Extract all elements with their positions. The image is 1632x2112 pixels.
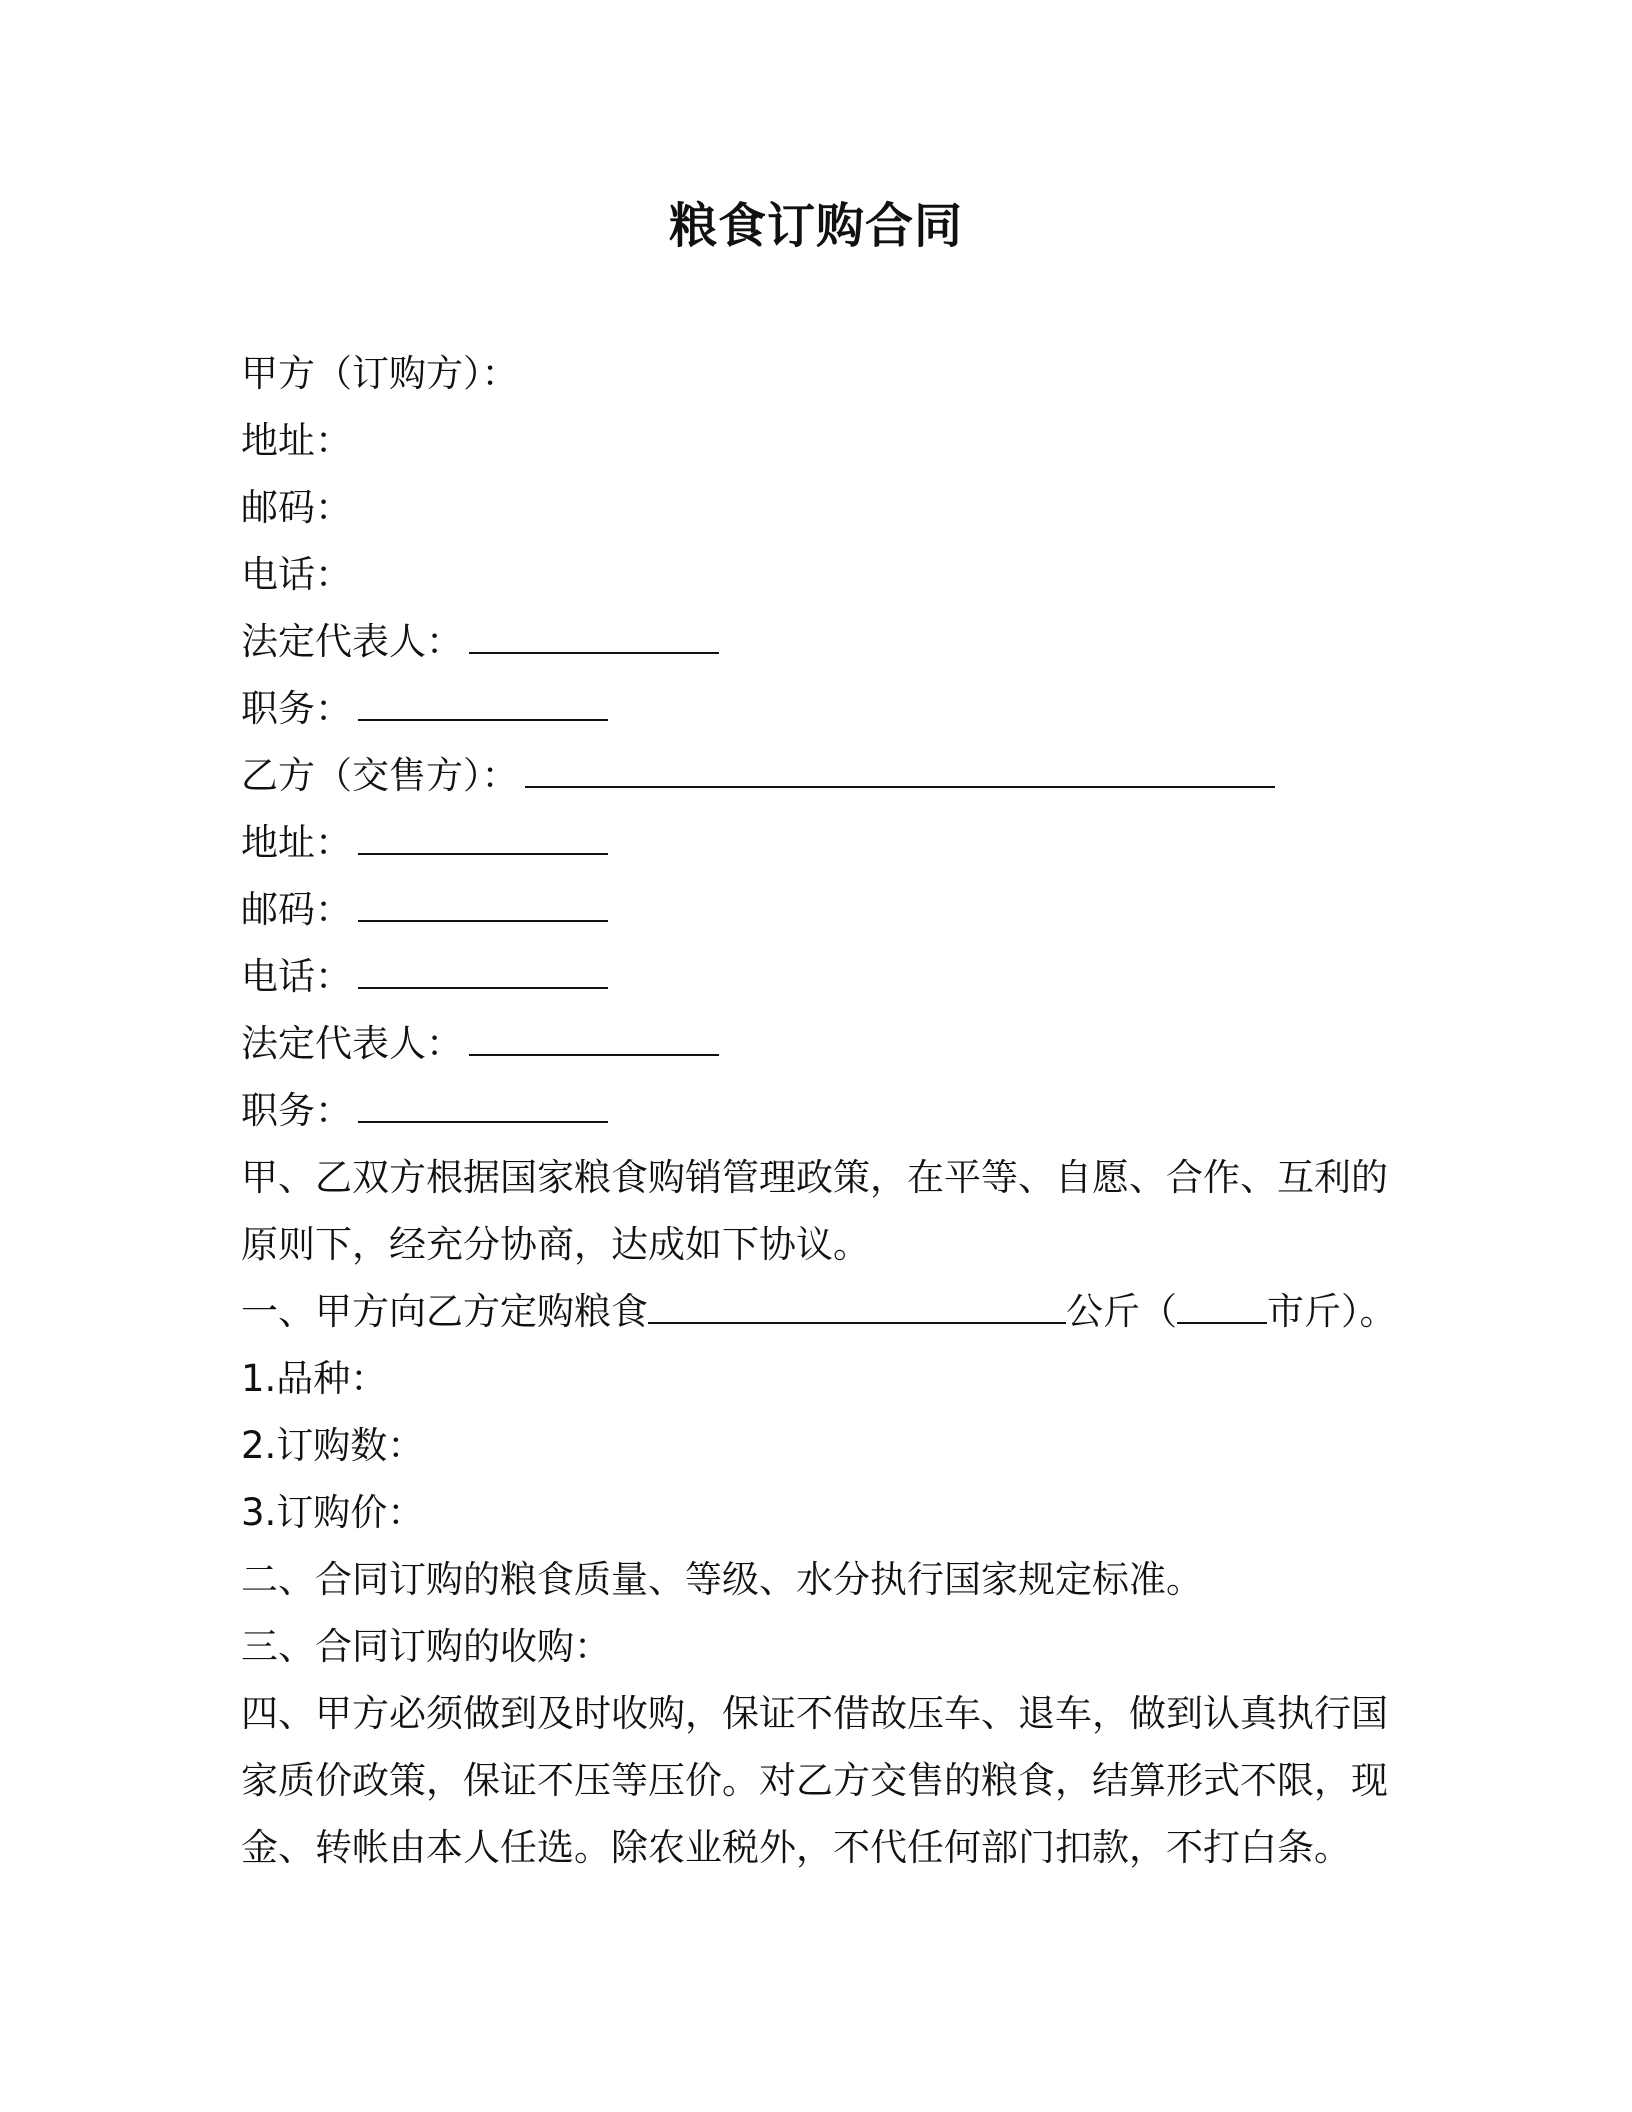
clause-2-line: 二、合同订购的粮食质量、等级、水分执行国家规定标准。 — [241, 1558, 1203, 1601]
party-a-address-label: 地址： — [241, 419, 352, 462]
party-a-name-label: 甲方（订购方）： — [241, 352, 519, 395]
grain-quantity-blank — [648, 1292, 1066, 1324]
clause-1-prefix: 一、甲方向乙方定购粮食 — [241, 1290, 648, 1333]
party-a-rep-label: 法定代表人： — [241, 620, 463, 663]
party-a-rep-line — [241, 608, 1411, 675]
party-b-name-label: 乙方（交售方）： — [241, 754, 519, 797]
document-body — [241, 340, 1411, 1881]
party-b-phone-blank — [358, 957, 608, 989]
item-variety-line: 1.品种： — [241, 1357, 388, 1400]
party-b-phone-label: 电话： — [241, 955, 352, 998]
party-b-address-blank — [358, 823, 608, 855]
clause-1-unit-kg: 公斤（ — [1066, 1290, 1177, 1333]
clause-4-paragraph: 四、甲方必须做到及时收购，保证不借故压车、退车，做到认真执行国家质价政策，保证不压等压价。对乙方交售的粮食，结算形式不限，现金、转帐由本人任选。除农业税外，不代任何部门扣款，不打白条。 — [241, 1692, 1388, 1869]
party-b-postcode-label: 邮码： — [241, 888, 352, 931]
party-b-phone-line — [241, 943, 1411, 1010]
party-b-position-blank — [358, 1091, 608, 1123]
party-b-postcode-blank — [358, 890, 608, 922]
party-b-position-line — [241, 1077, 1411, 1144]
party-b-rep-line — [241, 1010, 1411, 1077]
party-a-rep-blank — [469, 622, 719, 654]
item-quantity-line: 2.订购数： — [241, 1424, 425, 1467]
item-price-line: 3.订购价： — [241, 1491, 425, 1534]
party-b-position-label: 职务： — [241, 1089, 352, 1132]
party-b-name-blank — [525, 756, 1275, 788]
clause-3-line: 三、合同订购的收购： — [241, 1625, 611, 1668]
clause-1-unit-jin: 市斤）。 — [1267, 1290, 1397, 1333]
party-b-rep-blank — [469, 1024, 719, 1056]
party-a-postcode-label: 邮码： — [241, 486, 352, 529]
party-b-postcode-line — [241, 876, 1411, 943]
party-a-phone-line — [241, 541, 1411, 608]
grain-jin-blank — [1177, 1292, 1267, 1324]
party-b-name-line — [241, 742, 1411, 809]
document-title: 粮食订购合同 — [668, 198, 963, 254]
party-b-address-line — [241, 809, 1411, 876]
party-a-position-blank — [358, 689, 608, 721]
party-b-rep-label: 法定代表人： — [241, 1022, 463, 1065]
party-a-address-line — [241, 407, 1411, 474]
party-a-name-line — [241, 340, 1411, 407]
party-a-phone-label: 电话： — [241, 553, 352, 596]
party-b-address-label: 地址： — [241, 821, 352, 864]
intro-paragraph: 甲、乙双方根据国家粮食购销管理政策，在平等、自愿、合作、互利的原则下，经充分协商，达成如下协议。 — [241, 1156, 1388, 1266]
party-a-position-line — [241, 675, 1411, 742]
clause-1-line — [241, 1278, 1411, 1345]
party-a-postcode-line — [241, 474, 1411, 541]
party-a-position-label: 职务： — [241, 687, 352, 730]
